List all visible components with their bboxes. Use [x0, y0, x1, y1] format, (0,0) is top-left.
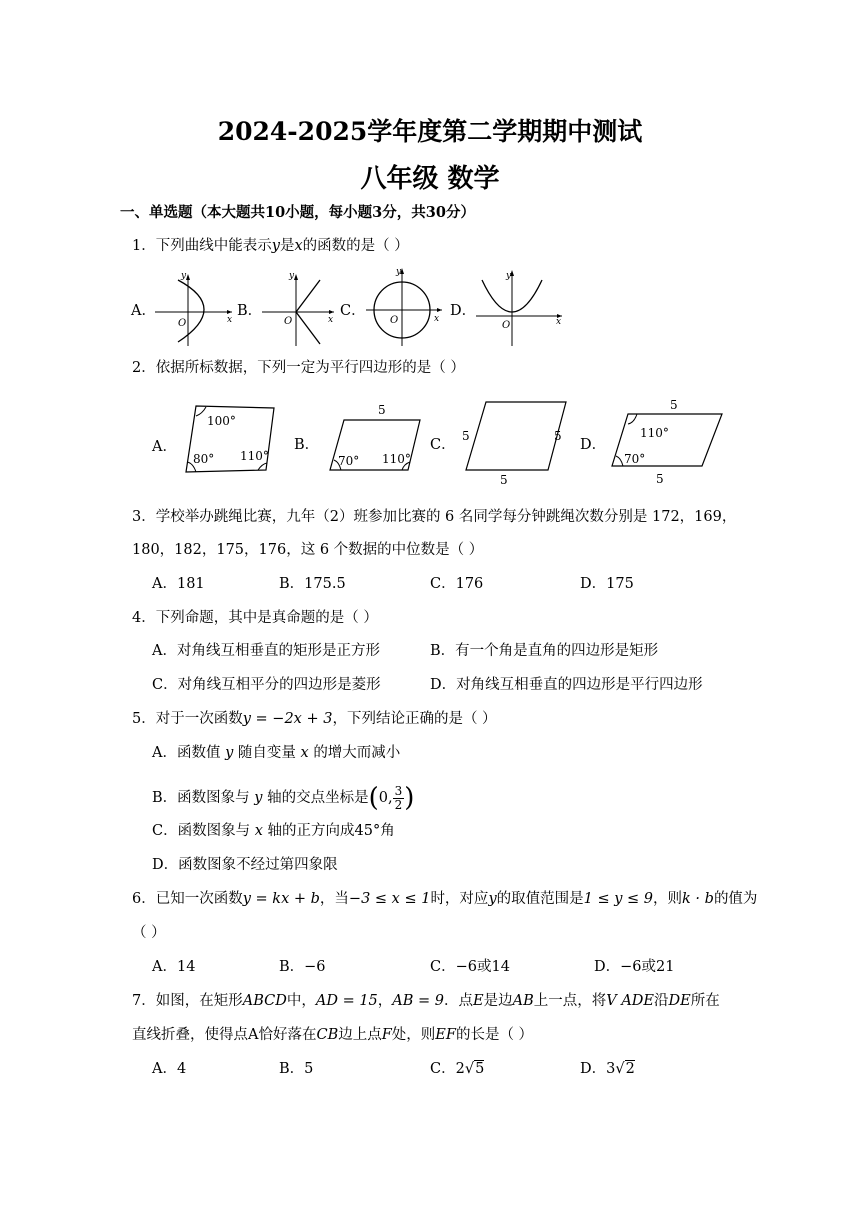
- q1-graph-d: [472, 266, 568, 348]
- q4-option-d: D．对角线互相垂直的四边形是平行四边形: [430, 677, 703, 693]
- q2-figure-d: [604, 396, 728, 488]
- q1-option-a-label: A．: [131, 303, 156, 319]
- q5-formula: y = −2x + 3: [242, 711, 333, 727]
- q2c-side-bottom: 5: [500, 473, 508, 486]
- q2c-side-right: 5: [554, 429, 562, 443]
- q1-graph-b: [258, 268, 338, 348]
- q1b-y-label: y: [289, 271, 295, 281]
- q1c-origin-label: O: [390, 315, 399, 326]
- q1b-origin-label: O: [284, 316, 293, 327]
- q4-option-b: B．有一个角是直角的四边形是矩形: [430, 643, 659, 659]
- q1b-x-label: x: [328, 315, 334, 325]
- q5-option-b: B．函数图象与 y 轴的交点坐标是(0, $\frac{3}{2}$ ): [152, 783, 415, 813]
- q1d-origin-label: O: [502, 320, 511, 331]
- q2a-angle-110: 110°: [240, 449, 269, 463]
- exam-title: 2024-2025学年度第二学期期中测试: [217, 117, 643, 146]
- q1-option-b-label: B．: [237, 303, 263, 319]
- q2-option-d-label: D．: [580, 437, 607, 453]
- q2d-side-bottom: 5: [656, 472, 664, 486]
- q2b-angle-110: 110°: [382, 452, 411, 466]
- q1a-x-label: x: [227, 315, 233, 325]
- q2d-side-top: 5: [670, 398, 678, 412]
- q2-figure-b: [324, 400, 424, 478]
- q1-graph-a: [150, 268, 240, 348]
- q3-option-a: A．181: [152, 576, 205, 592]
- q1-stem: 1．下列曲线中能表示y是x的函数的是（ ）: [132, 238, 409, 254]
- q4-option-a: A．对角线互相垂直的矩形是正方形: [152, 643, 380, 659]
- q2-figure-a: [176, 400, 286, 478]
- q5-option-a: A．函数值 y 随自变量 x 的增大而减小: [152, 745, 401, 761]
- q6-stem-line2: （ ）: [132, 925, 166, 941]
- section-heading: 一、单选题（本大题共10小题，每小题3分，共30分）: [120, 204, 475, 221]
- q2-figure-c: [456, 394, 576, 486]
- q6-option-a: A．14: [152, 959, 196, 975]
- q2-stem: 2．依据所标数据，下列一定为平行四边形的是（ ）: [132, 360, 465, 376]
- q1d-y-label: y: [506, 271, 512, 281]
- q1-option-d-label: D．: [450, 303, 477, 319]
- q1a-y-label: y: [181, 271, 187, 281]
- q2a-angle-80: 80°: [193, 452, 215, 466]
- q7-option-a: A．4: [152, 1061, 187, 1077]
- q1-option-c-label: C．: [340, 303, 366, 319]
- q7-option-c: C．2√5: [430, 1061, 485, 1077]
- q3-stem-line1: 3．学校举办跳绳比赛，九年（2）班参加比赛的 6 名同学每分钟跳绳次数分别是 172，169，: [132, 509, 737, 525]
- q6-option-b: B．−6: [279, 959, 326, 975]
- q3-option-c: C．176: [430, 576, 484, 592]
- q6-stem: 6．已知一次函数y = kx + b，当−3 ≤ x ≤ 1时，对应y的取值范围是1 ≤ y ≤ 9，则k · b的值为: [132, 891, 758, 907]
- q2b-angle-70: 70°: [338, 454, 360, 468]
- q3-option-d: D．175: [580, 576, 634, 592]
- q3-option-b: B．175.5: [279, 576, 346, 592]
- q6-option-c: C．−6或14: [430, 959, 510, 975]
- q3-stem-line2: 180，182，175，176，这 6 个数据的中位数是（ ）: [132, 542, 484, 558]
- q4-stem: 4．下列命题，其中是真命题的是（ ）: [132, 610, 378, 626]
- q7-option-b: B．5: [279, 1061, 314, 1077]
- q2c-side-left: 5: [462, 429, 470, 443]
- q1d-x-label: x: [556, 317, 562, 327]
- q5-option-d: D．函数图象不经过第四象限: [152, 857, 338, 873]
- q7-stem-line1: 7．如图，在矩形ABCD中，AD = 15，AB = 9．点E是边AB上一点，将V ADE沿DE所在: [132, 993, 720, 1009]
- q5-fraction: $\frac{3}{2}$: [394, 783, 403, 812]
- q5-stem: 5．对于一次函数y = −2x + 3，下列结论正确的是（ ）: [132, 711, 497, 727]
- q1a-origin-label: O: [178, 318, 187, 329]
- q6-option-d: D．−6或21: [594, 959, 675, 975]
- q2a-angle-100: 100°: [207, 414, 236, 428]
- q1c-y-label: y: [396, 267, 402, 277]
- q7-stem-line2: 直线折叠，使得点A恰好落在CB边上点F处，则EF的长是（ ）: [132, 1027, 534, 1043]
- q2d-angle-70: 70°: [624, 452, 646, 466]
- q2d-angle-110: 110°: [640, 426, 669, 440]
- q1c-x-label: x: [434, 314, 440, 324]
- q5-option-c: C．函数图象与 x 轴的正方向成45°角: [152, 823, 395, 839]
- q2b-side-5: 5: [378, 403, 386, 417]
- q4-option-c: C．对角线互相平分的四边形是菱形: [152, 677, 381, 693]
- exam-subtitle: 八年级 数学: [360, 164, 500, 194]
- q7-option-d: D．3√2: [580, 1061, 635, 1077]
- q2-option-c-label: C．: [430, 437, 456, 453]
- q2-option-b-label: B．: [294, 437, 320, 453]
- q2-option-a-label: A．: [152, 439, 177, 455]
- q1-graph-c: [362, 264, 448, 348]
